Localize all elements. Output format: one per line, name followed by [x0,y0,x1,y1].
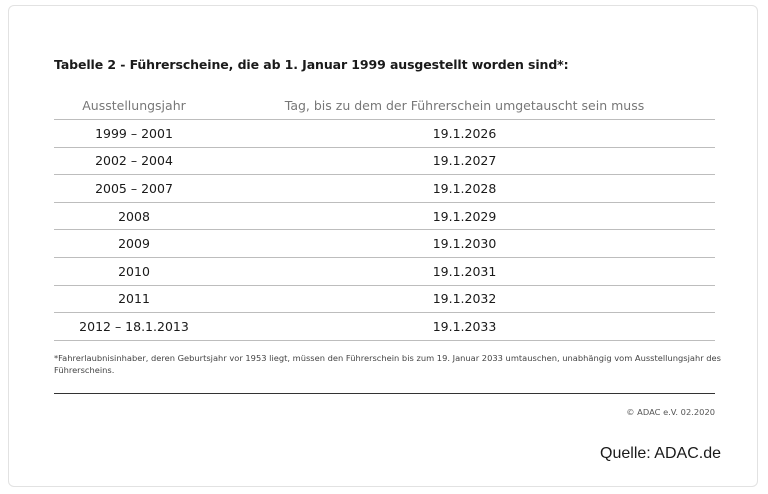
issue-year-cell: 2012 – 18.1.2013 [54,313,214,341]
divider [54,393,715,394]
table-row [54,147,715,175]
table-row [54,313,715,341]
deadline-cell: 19.1.2029 [214,202,715,230]
column-header-issue-year: Ausstellungsjahr [54,92,214,120]
issue-year-cell: 2002 – 2004 [54,147,214,175]
table-row [54,285,715,313]
footnote: *Fahrerlaubnisinhaber, deren Geburtsjahr vor 1953 liegt, müssen den Führerschein bis zum 19. Januar 2033 umtauschen, unabhängig vom Ausstellungsjahr des Führerscheins. [54,353,721,375]
table-row [54,202,715,230]
issue-year-cell: 1999 – 2001 [54,120,214,148]
source-credit: Quelle: ADAC.de [600,445,721,462]
issue-year-cell: 2011 [54,285,214,313]
issue-year-cell: 2005 – 2007 [54,175,214,203]
issue-year-cell: 2008 [54,202,214,230]
deadline-cell: 19.1.2026 [214,120,715,148]
deadline-cell: 19.1.2028 [214,175,715,203]
table-title: Tabelle 2 - Führerscheine, die ab 1. Januar 1999 ausgestellt worden sind*: [54,57,569,72]
table-header-row [54,92,715,120]
deadline-cell: 19.1.2030 [214,230,715,258]
table-row [54,175,715,203]
table-row [54,230,715,258]
deadline-cell: 19.1.2033 [214,313,715,341]
deadline-cell: 19.1.2027 [214,147,715,175]
issue-year-cell: 2009 [54,230,214,258]
deadline-cell: 19.1.2031 [214,257,715,285]
issue-year-cell: 2010 [54,257,214,285]
column-header-deadline: Tag, bis zu dem der Führerschein umgetauscht sein muss [214,92,715,120]
deadline-cell: 19.1.2032 [214,285,715,313]
table-row [54,257,715,285]
replacement-deadline-table [54,92,715,341]
copyright-notice: © ADAC e.V. 02.2020 [626,407,715,417]
table-row [54,120,715,148]
